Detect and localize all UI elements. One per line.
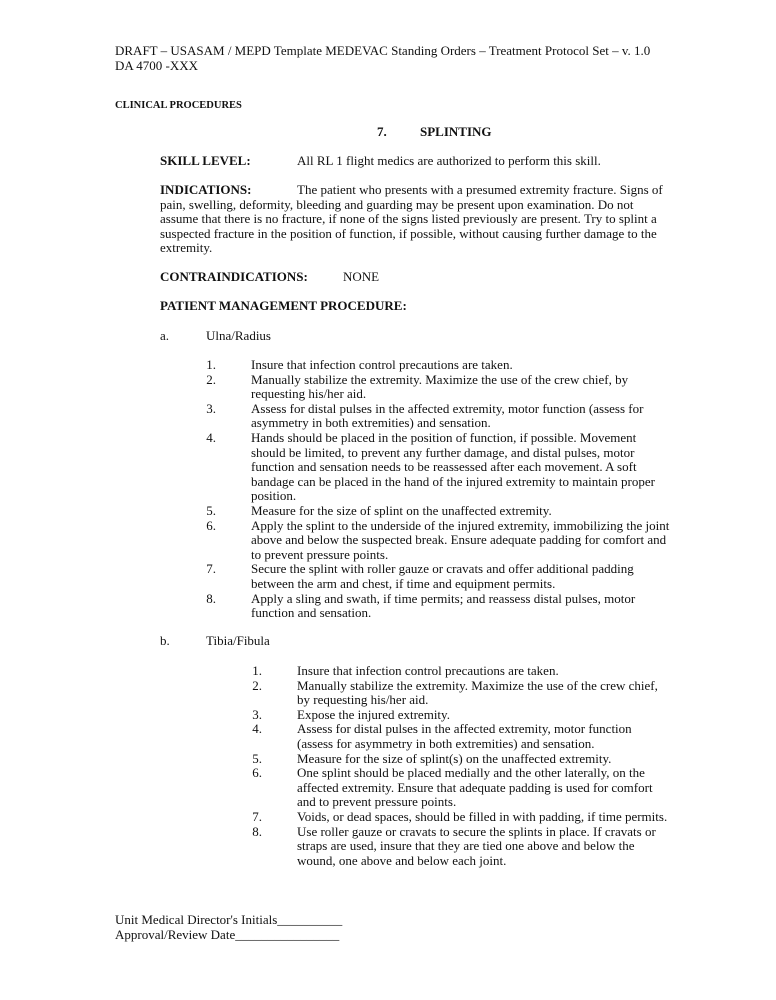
section-b-step-text: Use roller gauze or cravats to secure the splints in place. If cravats or xyxy=(297,823,656,839)
director-initials-line: Unit Medical Director's Initials__________ xyxy=(115,912,343,927)
section-a-step-text: Measure for the size of splint on the unaffected extremity. xyxy=(251,503,552,518)
section-a-step-text: to prevent pressure points. xyxy=(251,546,389,562)
section-a-step-text: should be limited, to prevent any further damage, and distal pulses, motor xyxy=(251,444,635,460)
section-b-step-number: 1. xyxy=(252,663,262,678)
section-b-step-number: 4. xyxy=(252,721,262,737)
section-a-step-number: 3. xyxy=(206,400,216,416)
indications-line-4: suspected fracture in the position of function, if possible, without causing further damage to the xyxy=(160,225,657,241)
skill-level-label: SKILL LEVEL: xyxy=(160,153,251,168)
section-b-step-text: One splint should be placed medially and the other laterally, on the xyxy=(297,765,645,781)
section-a-step-number: 4. xyxy=(206,430,216,445)
section-a-step-text: Apply a sling and swath, if time permits; and reassess distal pulses, motor xyxy=(251,590,636,606)
header-form-number: DA 4700 -XXX xyxy=(115,58,199,73)
section-a-step-text: Manually stabilize the extremity. Maximize the use of the crew chief, by xyxy=(251,371,629,387)
section-b-step-text: Expose the injured extremity. xyxy=(297,706,450,722)
section-b-step-number: 7. xyxy=(252,809,262,824)
section-a-title: Ulna/Radius xyxy=(206,328,271,343)
section-label: CLINICAL PROCEDURES xyxy=(115,100,242,111)
section-a-step-number: 2. xyxy=(206,371,216,387)
section-b-step-text: Manually stabilize the extremity. Maximize the use of the crew chief, xyxy=(297,677,658,693)
section-a-step-text: Secure the splint with roller gauze or cravats and offer additional padding xyxy=(251,561,634,577)
section-a-step-number: 8. xyxy=(206,590,216,606)
section-b-step-number: 3. xyxy=(252,706,262,722)
indications-label: INDICATIONS: xyxy=(160,182,252,197)
section-b-step-text: straps are used, insure that they are tied one above and below the xyxy=(297,838,635,854)
skill-level-row xyxy=(160,154,251,169)
indications-line-5: extremity. xyxy=(160,240,213,256)
section-b-step-text: Assess for distal pulses in the affected extremity, motor function xyxy=(297,721,632,737)
section-a-step-text: between the arm and chest, if time and equipment permits. xyxy=(251,576,556,591)
section-a-step-text: function and sensation needs to be reassessed after each movement. A soft xyxy=(251,459,637,475)
section-b-step-number: 5. xyxy=(252,750,262,766)
section-b-step-text: affected extremity. Ensure that adequate padding is used for comfort xyxy=(297,779,653,795)
section-a-step-number: 5. xyxy=(206,503,216,518)
section-b-step-text: Insure that infection control precautions are taken. xyxy=(297,663,559,678)
procedure-title xyxy=(377,124,492,140)
section-a-step-text: position. xyxy=(251,488,297,504)
section-a-step-number: 6. xyxy=(206,517,216,533)
skill-level-text: All RL 1 flight medics are authorized to perform this skill. xyxy=(297,153,601,168)
section-a-step-number: 1. xyxy=(206,357,216,372)
section-b-step-text: wound, one above and below each joint. xyxy=(297,852,507,868)
procedure-number: 7. xyxy=(377,124,387,139)
procedure-name: SPLINTING xyxy=(420,124,492,139)
section-a-letter: a. xyxy=(160,328,170,343)
section-b-step-number: 2. xyxy=(252,677,262,693)
indications-line-3: assume that there is no fracture, if none of the signs listed previously are present. Try to splint a xyxy=(160,211,657,227)
section-b-step-number: 6. xyxy=(252,765,262,781)
section-b-step-number: 8. xyxy=(252,823,262,839)
patient-management-heading: PATIENT MANAGEMENT PROCEDURE: xyxy=(160,298,407,313)
contraindications-text: NONE xyxy=(343,269,380,284)
section-a-step-text: requesting his/her aid. xyxy=(251,386,367,402)
header-title: DRAFT – USASAM / MEPD Template MEDEVAC Standing Orders – Treatment Protocol Set – v. 1.0 xyxy=(115,43,651,58)
section-b-step-text: by requesting his/her aid. xyxy=(297,692,429,708)
section-a-step-text: above and below the suspected break. Ensure adequate padding for comfort and xyxy=(251,532,667,548)
section-a-step-text: function and sensation. xyxy=(251,605,372,621)
indications-line-1: The patient who presents with a presumed extremity fracture. Signs of xyxy=(297,182,663,197)
section-a-step-text: asymmetry in both extremities) and sensation. xyxy=(251,415,491,431)
section-b-step-text: Voids, or dead spaces, should be filled in with padding, if time permits. xyxy=(297,809,668,824)
approval-date-line: Approval/Review Date________________ xyxy=(115,927,340,942)
section-a-step-text: Assess for distal pulses in the affected extremity, motor function (assess for xyxy=(251,400,644,416)
section-a-step-text: Apply the splint to the underside of the injured extremity, immobilizing the joint xyxy=(251,517,670,533)
section-a-step-text: Hands should be placed in the position of function, if possible. Movement xyxy=(251,430,637,445)
section-a-step-text: bandage can be placed in the hand of the injured extremity to maintain proper xyxy=(251,473,655,489)
document-header xyxy=(115,43,650,73)
indications-line-2: pain, swelling, deformity, bleeding and guarding may be present upon examination. Do not xyxy=(160,196,634,212)
section-b-step-text: and to prevent pressure points. xyxy=(297,794,457,810)
section-b-step-text: (assess for asymmetry in both extremities) and sensation. xyxy=(297,736,595,751)
section-b-step-text: Measure for the size of splint(s) on the unaffected extremity. xyxy=(297,750,612,766)
section-b-letter: b. xyxy=(160,633,170,648)
contraindications-label: CONTRAINDICATIONS: xyxy=(160,269,308,284)
section-b-title: Tibia/Fibula xyxy=(206,633,270,648)
section-a-step-number: 7. xyxy=(206,561,216,577)
section-a-step-text: Insure that infection control precautions are taken. xyxy=(251,357,513,372)
